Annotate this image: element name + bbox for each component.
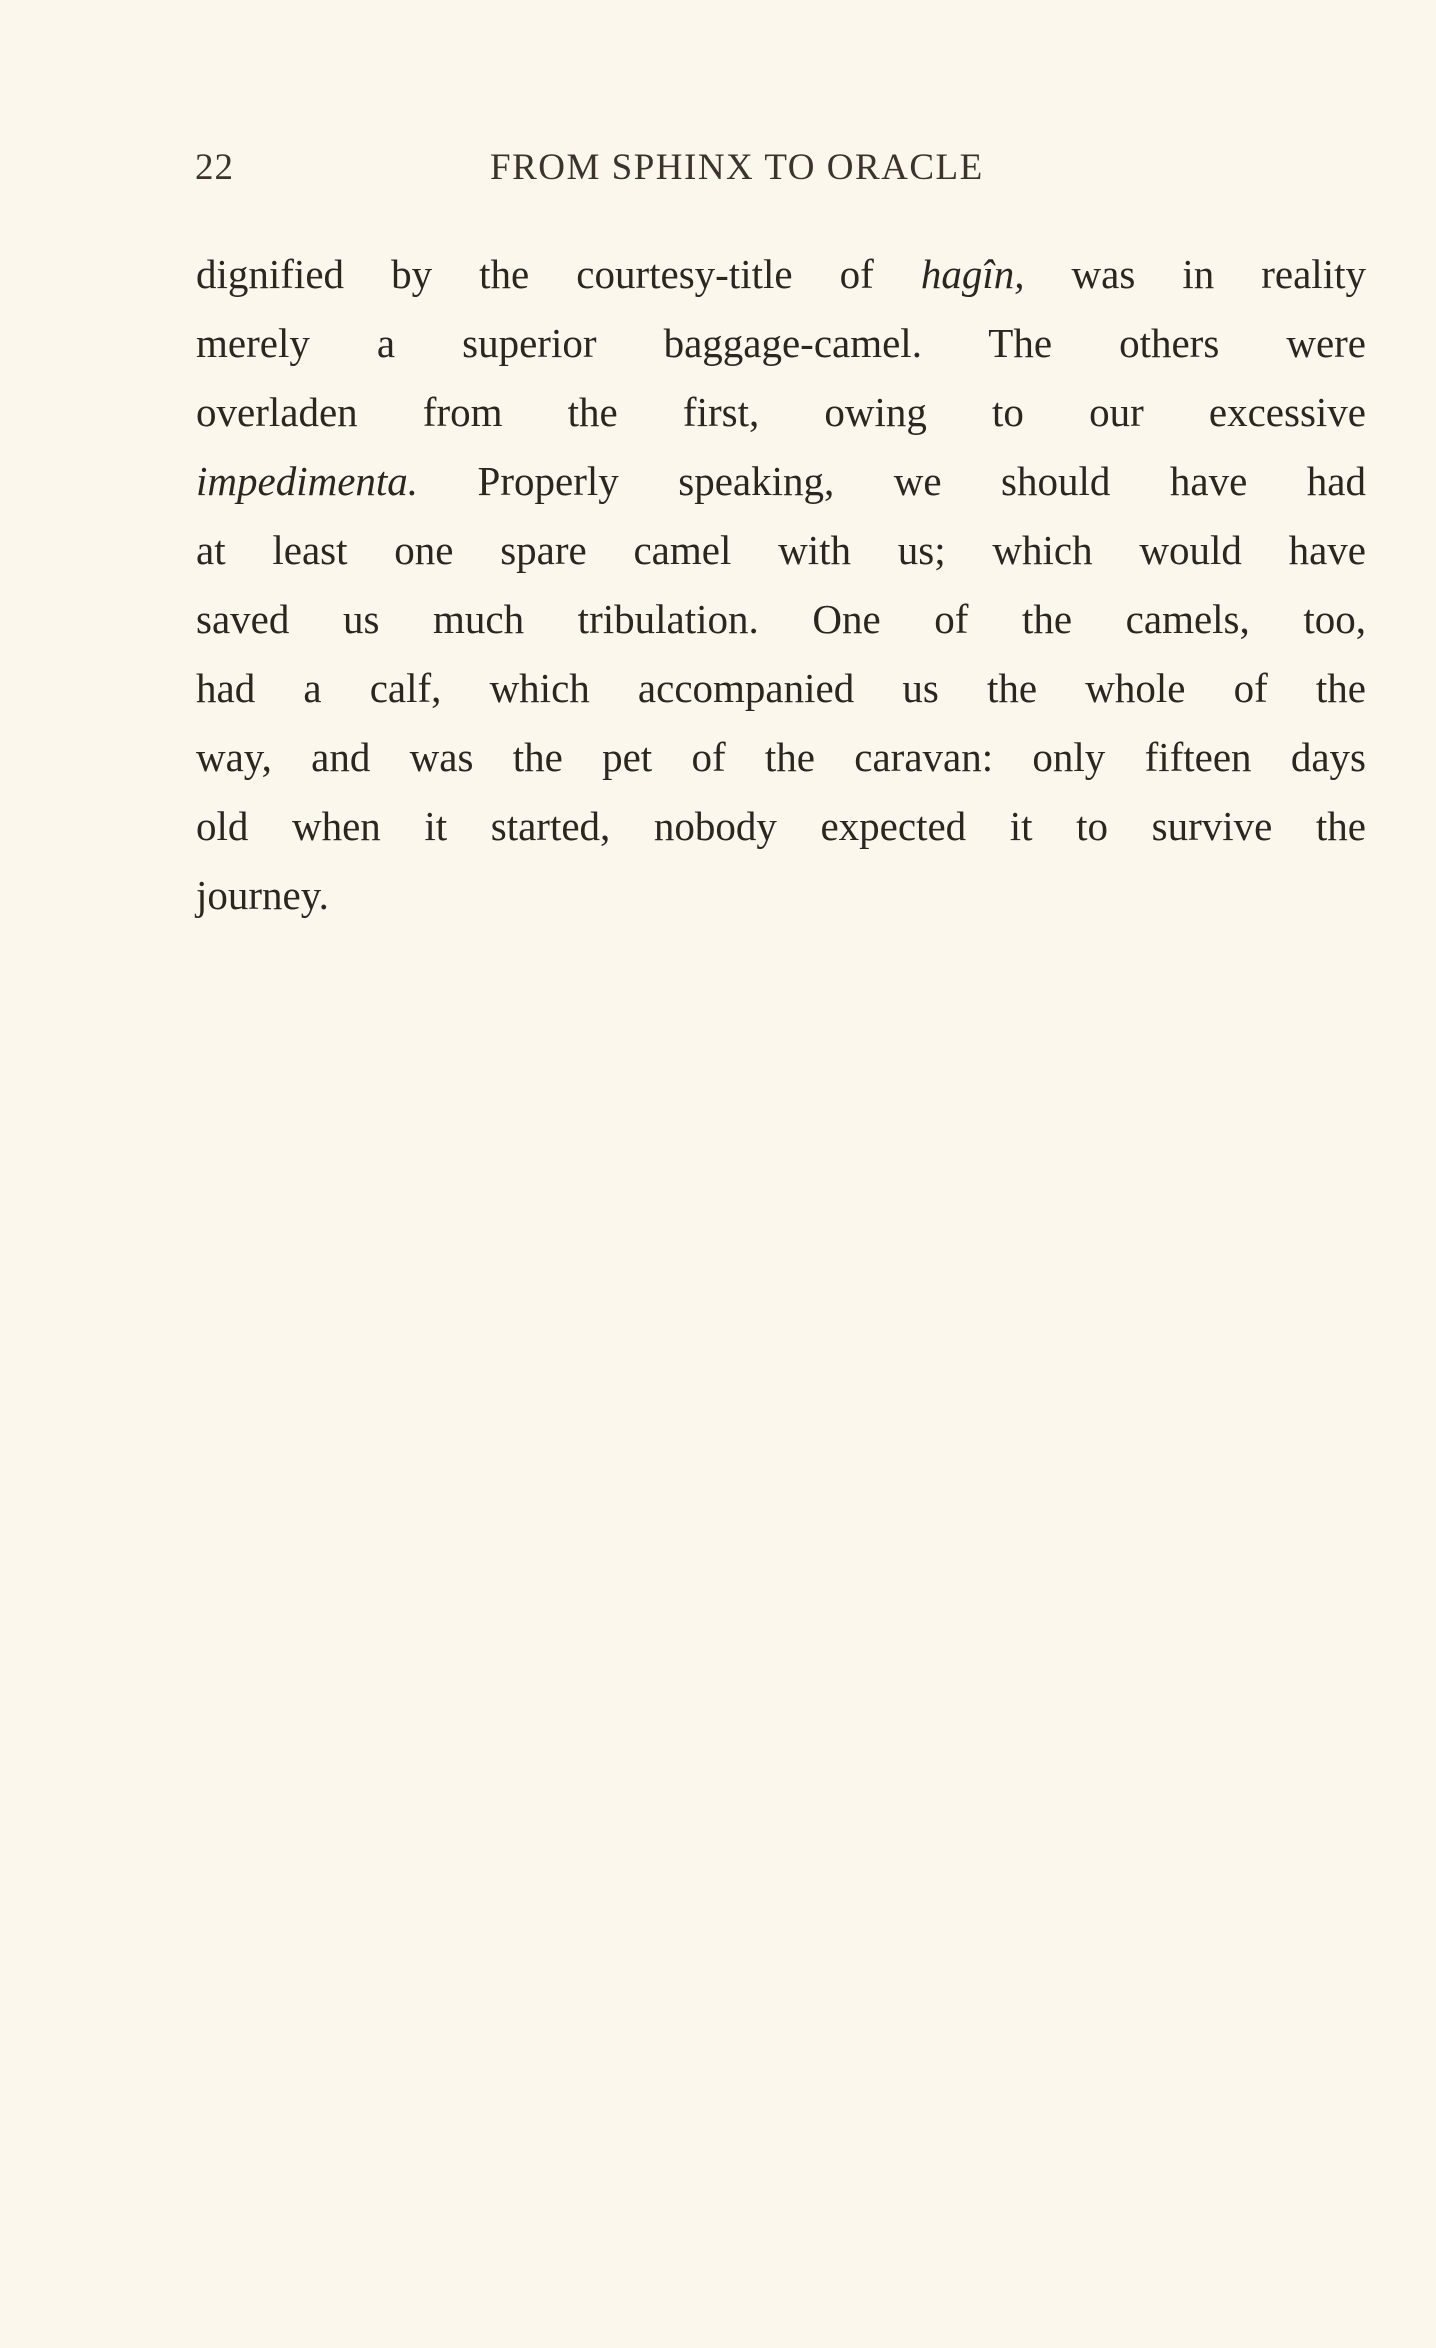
text-line: had a calf, which accompanied us the whole of the bbox=[196, 665, 1366, 711]
text-line: impedimenta. Properly speaking, we should have had bbox=[196, 458, 1366, 504]
text-line: dignified by the courtesy-title of hagîn, was in reality bbox=[196, 251, 1366, 297]
page-number: 22 bbox=[195, 147, 234, 188]
text-line: merely a superior baggage-camel. The others were bbox=[196, 320, 1366, 366]
body-text bbox=[196, 240, 1366, 930]
text-line: overladen from the first, owing to our excessive bbox=[196, 389, 1366, 435]
running-title: FROM SPHINX TO ORACLE bbox=[490, 147, 984, 188]
text-line: way, and was the pet of the caravan: only fifteen days bbox=[196, 734, 1366, 780]
text-line: saved us much tribulation. One of the camels, too, bbox=[196, 596, 1366, 642]
running-head bbox=[195, 146, 1085, 194]
text-line: at least one spare camel with us; which would have bbox=[196, 527, 1366, 573]
text-line: journey. bbox=[196, 872, 329, 918]
text-line: old when it started, nobody expected it to survive the bbox=[196, 803, 1366, 849]
